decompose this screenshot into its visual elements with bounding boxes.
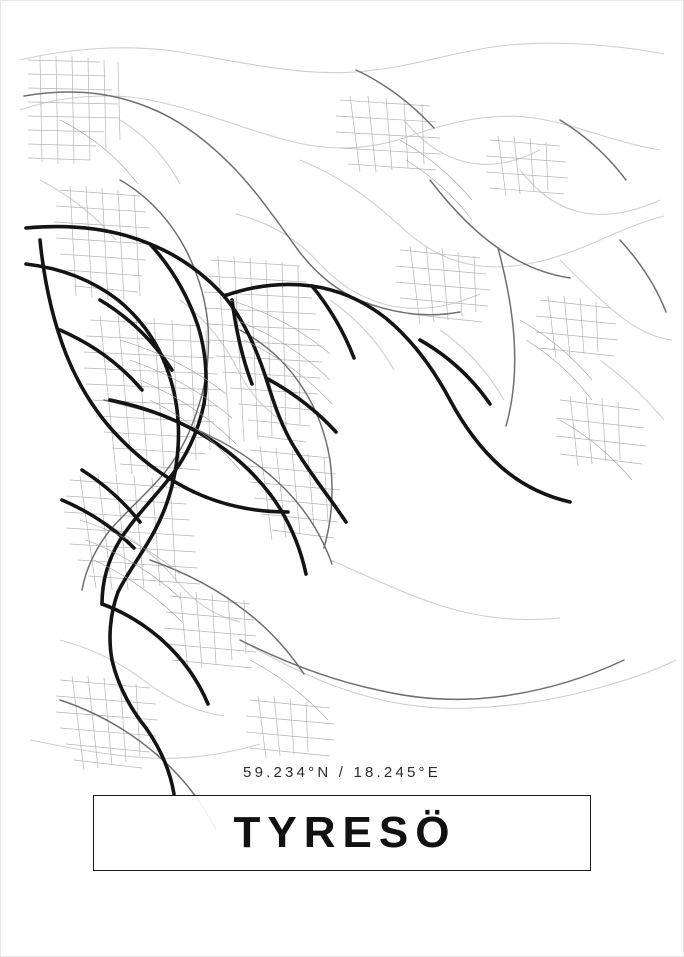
city-title: TYRESÖ (233, 808, 457, 857)
city-title-frame (93, 795, 591, 871)
coordinates-label: 59.234°N / 18.245°E (243, 764, 441, 781)
poster-caption (0, 764, 684, 871)
